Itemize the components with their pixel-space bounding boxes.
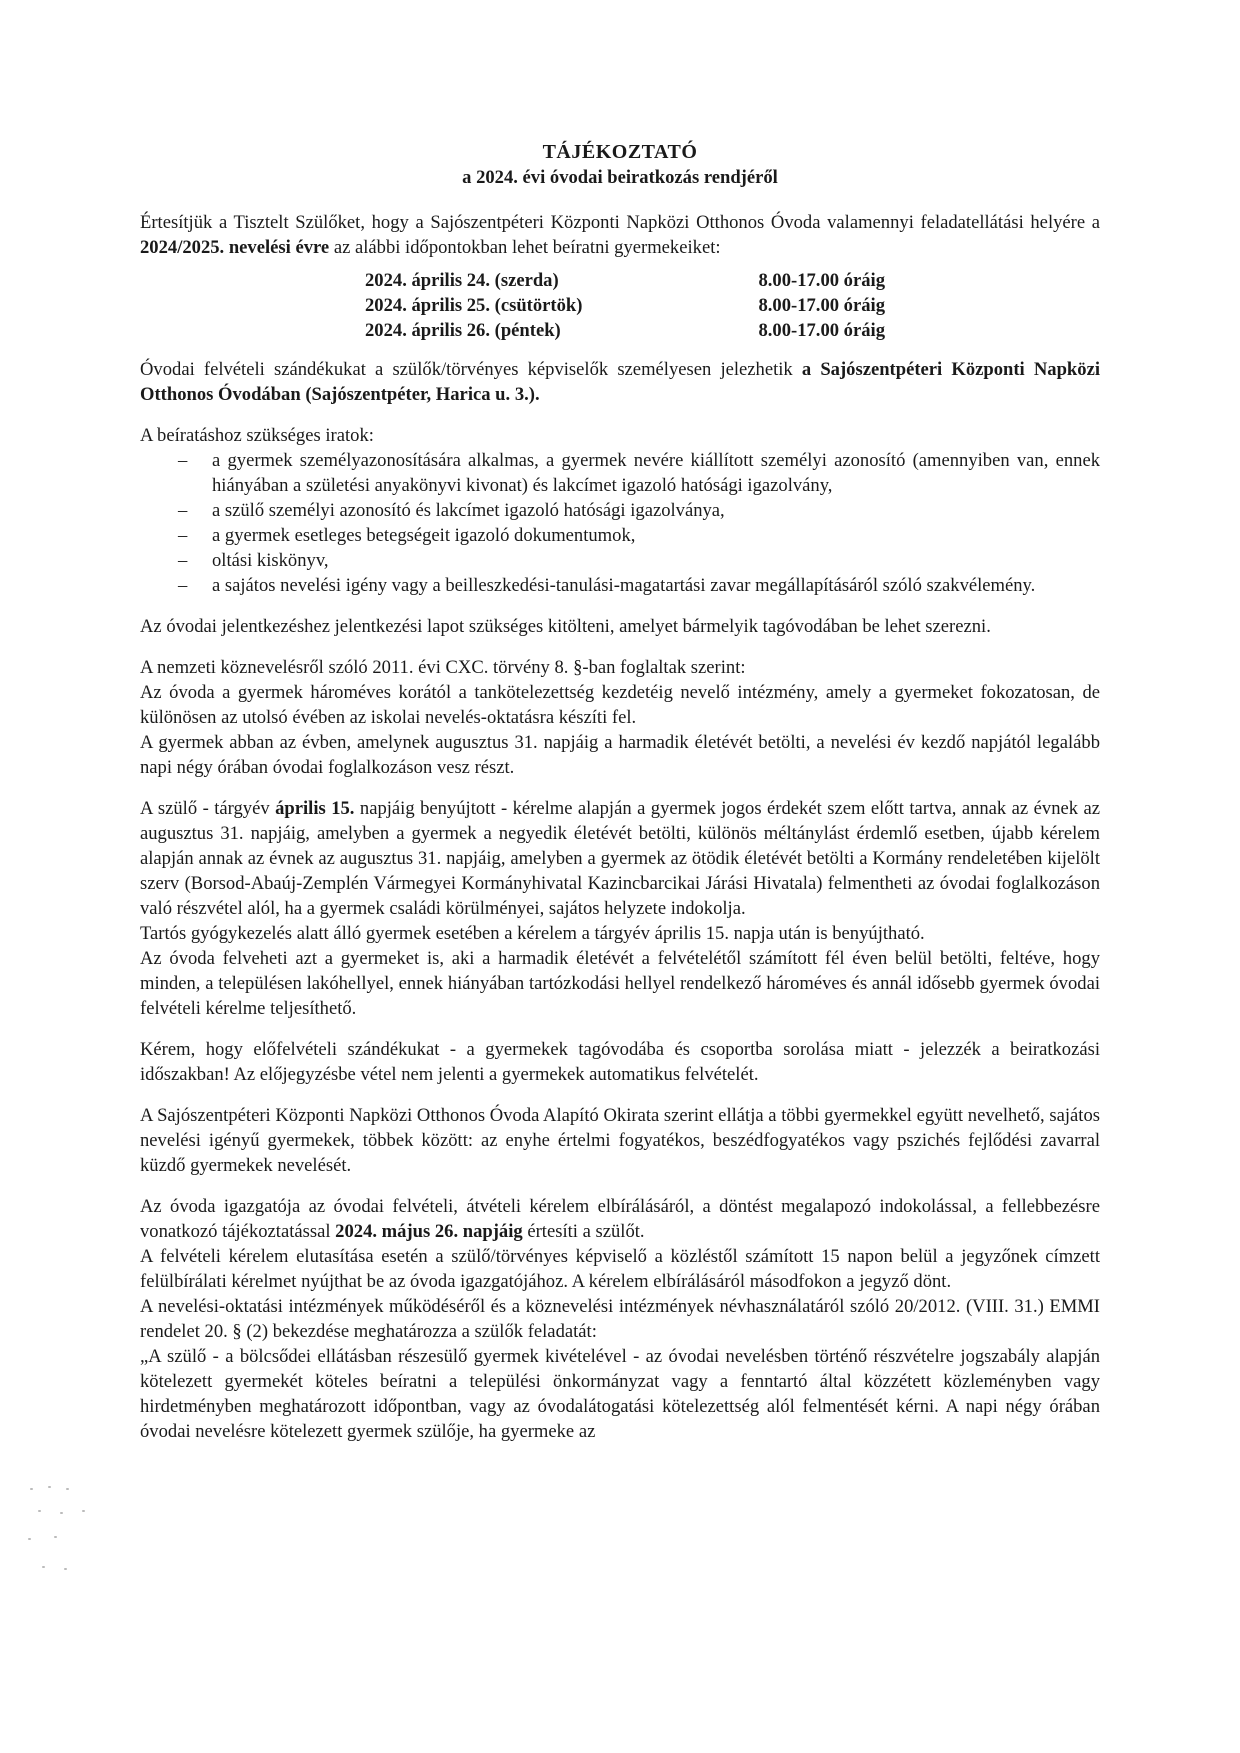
document-subtitle: a 2024. évi óvodai beiratkozás rendjéről <box>462 167 778 188</box>
date-time: 8.00-17.00 óráig <box>758 270 885 291</box>
list-item <box>140 498 1100 523</box>
date-day: 2024. április 25. (csütörtök) <box>365 295 583 316</box>
law-intro: A nemzeti köznevelésről szóló 2011. évi CXC. törvény 8. §-ban foglaltak szerint: <box>140 657 746 678</box>
dash-bullet: – <box>178 450 188 471</box>
decision-date: 2024. május 26. <box>335 1221 459 1242</box>
intro-text-1: Értesítjük a Tisztelt Szülőket, hogy a Sajószentpéteri Központi Napközi Otthonos Óvoda valamennyi feladatellátási helyére a <box>140 212 1100 233</box>
intro-paragraph <box>140 210 1100 260</box>
intro-bold: 2024/2025. nevelési évre <box>140 237 330 258</box>
exemption-text-1: A szülő - tárgyév <box>140 798 276 819</box>
location-text: Óvodai felvételi szándékukat a szülők/törvényes képviselők személyesen jelezhetik <box>140 359 802 380</box>
date-time: 8.00-17.00 óráig <box>758 295 885 316</box>
exemption-paragraph <box>140 796 1100 921</box>
location-paragraph <box>140 357 1100 407</box>
date-day: 2024. április 26. (péntek) <box>365 320 561 341</box>
dash-bullet: – <box>178 575 188 596</box>
decision-paragraph <box>140 1194 1100 1244</box>
document-header <box>140 140 1100 190</box>
decision-text-2: értesíti a szülőt. <box>522 1221 645 1242</box>
date-row <box>365 268 885 293</box>
list-item <box>140 573 1100 598</box>
special-needs-paragraph: A Sajószentpéteri Központi Napközi Otthonos Óvoda Alapító Okirata szerint ellátja a többi gyermekkel együtt nevelhető, sajátos nevelési igényű gyermekek, többek között: az enyhe értelmi fogyatékos, beszédfogyatékos vagy pszichés fejlődési zavarral küzdő gyermekek nevelését. <box>140 1105 1100 1176</box>
date-row <box>365 293 885 318</box>
date-time: 8.00-17.00 óráig <box>758 320 885 341</box>
request-paragraph: Kérem, hogy előfelvételi szándékukat - a gyermekek tagóvodába és csoportba sorolása miatt - jelezzék a beiratkozási időszakban! Az előjegyzésbe vétel nem jelenti a gyermekek automatikus felvételét. <box>140 1039 1100 1085</box>
decision-deadline: napjáig <box>462 1221 523 1242</box>
treatment-paragraph: Tartós gyógykezelés alatt álló gyermek esetében a kérelem a tárgyév április 15. napja után is benyújtható. <box>140 923 925 944</box>
list-item <box>140 523 1100 548</box>
decision-text-1: Az óvoda igazgatója az óvodai felvételi, átvételi kérelem elbírálásáról, a döntést megalapozó indokolással, a fellebbezésre vonatkozó tájékoztatással <box>140 1196 1100 1242</box>
list-item-text: a gyermek esetleges betegségeit igazoló dokumentumok, <box>212 525 636 546</box>
appeal-paragraph: A felvételi kérelem elutasítása esetén a szülő/törvényes képviselő a közléstől számított 15 napon belül a jegyzőnek címzett felülbírálati kérelmet nyújthat be az óvoda igazgatójához. A kérelem elbírálásáról másodfokon a jegyző dönt. <box>140 1246 1100 1292</box>
date-row <box>365 318 885 343</box>
exemption-text-2: napjáig benyújtott - kérelme alapján a gyermek jogos érdekét szem előtt tartva, annak az évnek az augusztus 31. napjáig, amelyben a gyermek a negyedik életévét betölti, különös méltánylást érdemlő esetben, újabb kérelem alapján annak az évnek az augusztus 31. napjáig, amelyben a gyermek az ötödik életévét betölti a Kormány rendeletében kijelölt szerv (Borsod-Abaúj-Zemplén Vármegyei Kormányhivatal Kazincbarcikai Járási Hivatala) felmentheti az óvodai foglalkozáson való részvétel alól, ha a gyermek családi körülményei, sajátos helyzete indokolja. <box>140 798 1101 919</box>
documents-heading: A beíratáshoz szükséges iratok: <box>140 425 374 446</box>
regulation-paragraph: A nevelési-oktatási intézmények működéséről és a köznevelési intézmények névhasználatáról szóló 20/2012. (VIII. 31.) EMMI rendelet 20. § (2) bekezdése meghatározza a szülők feladatát: <box>140 1296 1100 1342</box>
location-bold: a Sajószentpéteri Központi Napközi Otthonos Óvodában (Sajószentpéter, Harica u. 3.). <box>140 359 1100 405</box>
quote-paragraph: „A szülő - a bölcsődei ellátásban részesülő gyermek kivételével - az óvodai nevelésben történő részvételre jogszabály alapján kötelezett gyermekét köteles beíratni a települési önkormányzat vagy a fenntartó által közzétett közleményben vagy hirdetményben meghatározott időpontban, vagy az óvodalátogatási kötelezettség alól felmentését kérni. A napi négy órában óvodai nevelésre kötelezett gyermek szülője, ha gyermeke az <box>140 1346 1100 1442</box>
list-item-text: oltási kiskönyv, <box>212 550 329 571</box>
scan-margin-marks <box>20 1480 120 1590</box>
form-note: Az óvodai jelentkezéshez jelentkezési lapot szükséges kitölteni, amelyet bármelyik tagóvodában be lehet szerezni. <box>140 616 991 637</box>
list-item-text: a sajátos nevelési igény vagy a beilleszkedési-tanulási-magatartási zavar megállapításáról szóló szakvélemény. <box>212 575 1036 596</box>
document-body <box>140 140 1100 1444</box>
document-title: TÁJÉKOZTATÓ <box>542 141 698 163</box>
enrollment-dates <box>365 268 885 343</box>
list-item <box>140 548 1100 573</box>
list-item-text: a szülő személyi azonosító és lakcímet igazoló hatósági igazolványa, <box>212 500 725 521</box>
dash-bullet: – <box>178 550 188 571</box>
documents-list <box>140 448 1100 598</box>
law-paragraph-1: Az óvoda a gyermek hároméves korától a tankötelezettség kezdetéig nevelő intézmény, amely a gyermeket fokozatosan, de különösen az utolsó évében az iskolai nevelés-oktatásra készíti fel. <box>140 682 1100 728</box>
list-item <box>140 448 1100 498</box>
date-day: 2024. április 24. (szerda) <box>365 270 559 291</box>
dash-bullet: – <box>178 500 188 521</box>
dash-bullet: – <box>178 525 188 546</box>
intro-text-2: az alábbi időpontokban lehet beíratni gyermekeiket: <box>329 237 721 258</box>
early-admission-paragraph: Az óvoda felveheti azt a gyermeket is, aki a harmadik életévét a felvételétől számított fél éven belül betölti, feltéve, hogy minden, a településen lakóhellyel, ennek hiányában tartózkodási hellyel rendelkező hároméves és annál idősebb gyermek óvodai felvételi kérelme teljesíthető. <box>140 948 1100 1019</box>
law-paragraph-2: A gyermek abban az évben, amelynek augusztus 31. napjáig a harmadik életévét betölti, a nevelési év kezdő napjától legalább napi négy órában óvodai foglalkozáson vesz részt. <box>140 732 1100 778</box>
exemption-bold: április 15. <box>275 798 355 819</box>
list-item-text: a gyermek személyazonosítására alkalmas, a gyermek nevére kiállított személyi azonosító (amennyiben van, ennek hiányában a születési anyakönyvi kivonat) és lakcímet igazoló hatósági igazolvány, <box>212 450 1100 496</box>
